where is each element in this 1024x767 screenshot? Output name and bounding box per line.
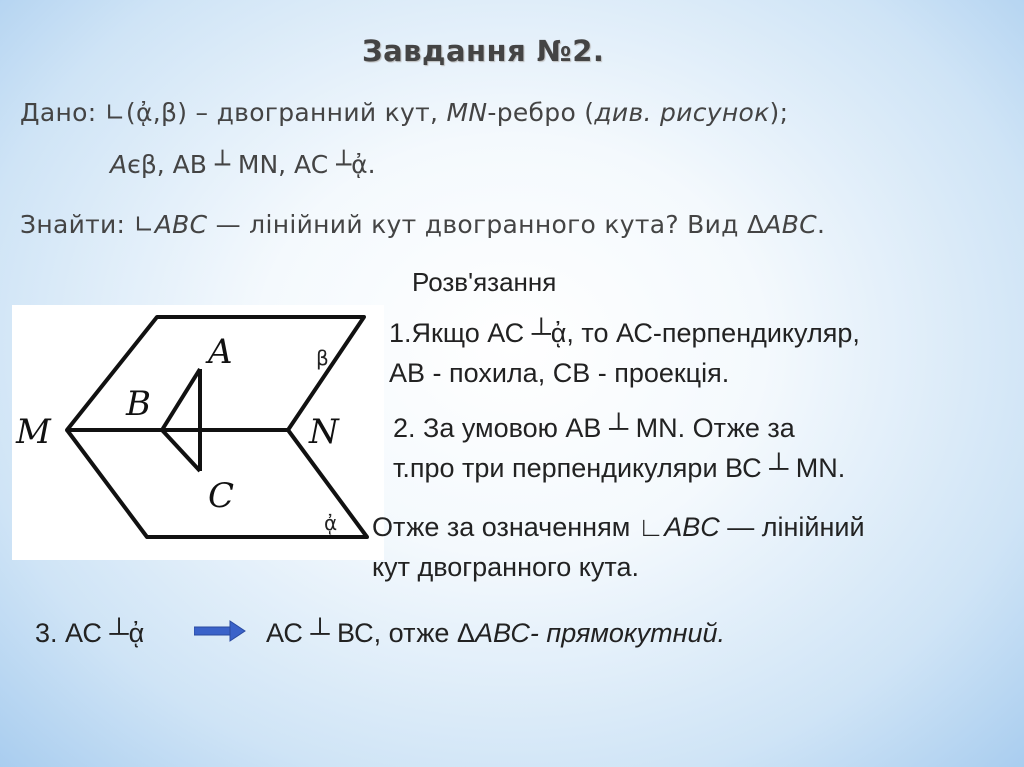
step1-line2: АВ - похила, СВ - проекція. bbox=[389, 358, 730, 388]
given-line-2-rest: єβ, AB ┴ MN, AC ┴ᾀ. bbox=[127, 150, 376, 179]
label-a: A bbox=[208, 332, 233, 372]
step3-line2: кут двогранного кута. bbox=[372, 552, 639, 582]
find-abc: ABC bbox=[154, 210, 208, 239]
label-b: B bbox=[126, 384, 151, 424]
find-line bbox=[20, 210, 825, 239]
edge-mn: MN bbox=[446, 98, 488, 127]
label-alpha: ᾀ bbox=[324, 511, 338, 535]
point-a-text: A bbox=[110, 150, 128, 179]
segment-bc bbox=[162, 430, 200, 471]
step3-prefix: Отже за означенням ∟ bbox=[372, 512, 665, 542]
find-abc-2: ABC bbox=[764, 210, 817, 239]
find-middle: — лінійний кут двогранного кута? Вид Δ bbox=[207, 210, 765, 239]
given-line-2 bbox=[110, 150, 376, 179]
see-figure-text: див. рисунок bbox=[594, 98, 770, 127]
given-line-1-mid: -ребро ( bbox=[487, 98, 595, 127]
label-beta: β bbox=[316, 346, 329, 370]
step2-line2: т.про три перпендикуляри ВС ┴ MN. bbox=[393, 453, 846, 483]
step1-line1: 1.Якщо АС ┴ᾀ, то АС-перпендикуляр, bbox=[389, 318, 860, 348]
step3-end: — лінійний bbox=[719, 512, 865, 542]
slide-title: Завдання №2. bbox=[362, 34, 605, 68]
implies-arrow-icon bbox=[194, 620, 246, 642]
segment-ab bbox=[162, 369, 200, 430]
step3-line1 bbox=[372, 512, 865, 543]
step4-prefix: 3. АС ┴ᾀ bbox=[35, 618, 145, 648]
find-prefix: Знайти: ∟ bbox=[20, 210, 155, 239]
given-line-1-prefix: Дано: ∟(ᾀ,β) – двогранний кут, bbox=[20, 98, 447, 127]
label-c: C bbox=[208, 476, 235, 516]
given-line-1 bbox=[20, 98, 788, 127]
solution-title: Розв'язання bbox=[412, 267, 557, 297]
find-end: . bbox=[816, 210, 826, 239]
given-line-1-end: ); bbox=[769, 98, 789, 127]
dihedral-angle-figure bbox=[12, 305, 384, 560]
label-n: N bbox=[309, 412, 339, 452]
step2-line1: 2. За умовою АВ ┴ MN. Отже за bbox=[393, 413, 795, 443]
label-m: M bbox=[16, 412, 51, 452]
step3-abc: ABC bbox=[664, 512, 720, 542]
figure-svg bbox=[12, 305, 384, 560]
step4-italic: АВС- прямокутний. bbox=[474, 618, 726, 648]
step4-conclusion bbox=[266, 618, 725, 649]
step4-mid: АС ┴ ВС, отже Δ bbox=[266, 618, 475, 648]
